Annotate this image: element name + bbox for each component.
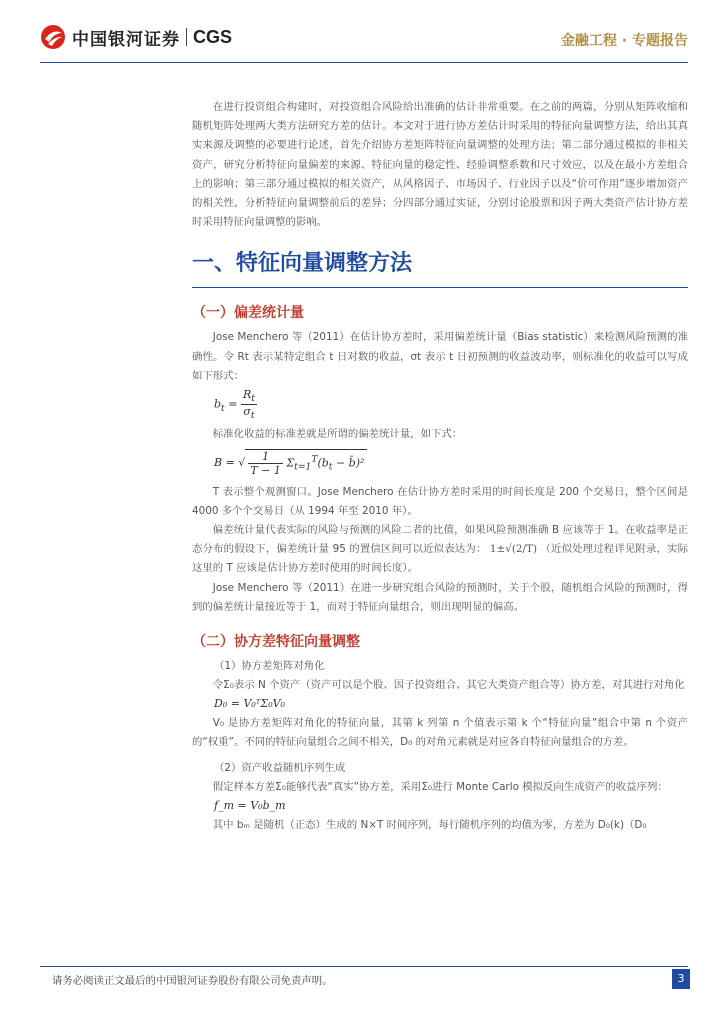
page-header [40, 24, 688, 60]
intro-paragraph: 在进行投资组合构建时，对投资组合风险给出准确的估计非常重要。在之前的两篇，分别从矩阵收缩和随机矩阵处理两大类方法研究方差的估计。本文对于进行协方差估计时采用的特征向量调整方法，给出其真实来源及调整的必要进行论述，首先介绍协方差矩阵特征向量调整的处理方法；第二部分通过模拟的非相关资产，研究分析特征向量偏差的来源、特征向量的稳定性、经验调整系数和尺寸效应，以及在最小方差组合上的影响；第三部分通过模拟的相关资产，从风格因子、市场因子、行业因子以及“价可作用”逐步增加资产的相关性，分析特征向量调整前后的差异；分四部分通过实证，分别讨论股票和因子两大类资产估计协方差时采用特征向量调整的影响。 [192, 101, 688, 229]
logo-divider [186, 28, 187, 46]
report-type: 金融工程 · 专题报告 [560, 33, 688, 49]
document-body [192, 98, 688, 835]
logo-mark-icon [40, 24, 66, 50]
step-1-title: （1）协方差矩阵对角化 [214, 660, 325, 673]
section-1-title: 一、特征向量调整方法 [192, 246, 688, 288]
bias-paragraph-4 [192, 521, 688, 579]
eigen-paragraph-4: 其中 bₘ 是随机（正态）生成的 N×T 时间序列，每行随机序列的均值为零，方差为 D₀(k)（D₀ [212, 818, 647, 831]
eigen-paragraph-1: 令Σ₀表示 N 个资产（资产可以是个股、因子投资组合、其它大类资产组合等）协方差，对其进行对角化 [212, 679, 685, 692]
logo-english-name: CGS [193, 26, 233, 47]
bias-paragraph-1: Jose Menchero 等（2011）在估计协方差时，采用偏差统计量（Bias statistic）来检测风险预测的准确性。令 Rt 表示某特定组合 t 日对数的收益，σt 表示 t 日初预测的收益波动率，则标准化的收益可以写成如下形式： [192, 331, 688, 382]
bias-paragraph-4a: 偏差统计量代表实际的风险与预测的风险二者的比值，如果风险预测准确 B 应该等于 1。在收益率是正态分布的假设下，偏差统计量 95 的置信区间可以近似表达为： [192, 524, 688, 556]
step-2-title: （2）资产收益随机序列生成 [214, 761, 346, 774]
footer-divider [40, 966, 688, 967]
formula-diagonalization: D₀ = V₀ᵀΣ₀V₀ [214, 697, 285, 711]
logo-chinese-name: 中国银河证券 [72, 29, 180, 50]
bias-paragraph-2: 标准化收益的标准差就是所谓的偏差统计量，如下式： [212, 428, 463, 441]
eigen-paragraph-3: 假定样本方差Σ₀能够代表“真实”协方差，采用Σ₀进行 Monte Carlo 模拟反向生成资产的收益序列： [212, 780, 668, 793]
company-logo [40, 24, 232, 50]
header-divider [40, 62, 688, 63]
subsection-1-title: （一）偏差统计量 [192, 305, 304, 322]
confidence-interval-formula: 1±√(2/T) [489, 543, 537, 556]
page-number: 3 [672, 969, 690, 989]
formula-simulated-returns: f_m = V₀b_m [214, 798, 286, 812]
bias-paragraph-5: Jose Menchero 等（2011）在进一步研究组合风险的预测时，关于个股，随机组合风险的预测时，得到的偏差统计量接近等于 1，而对于特征向量组合，则出现明显的偏高。 [192, 581, 688, 613]
eigen-paragraph-2: V₀ 是协方差矩阵对角化的特征向量，其第 k 列第 n 个值表示第 k 个“特征向量”组合中第 n 个资产的“权重”。不同的特征向量组合之间不相关，D₀ 的对角元素就是对应各自特征向量组合的方差。 [192, 717, 688, 749]
formula-bias-statistic: B = √ $\frac{1}{T - 1}$ $\Sigma_{t=1}^T(b_t$ − b̄)² [214, 449, 688, 477]
formula-standardized-return: $b_t$ = $\frac{R_t}{\sigma_t}$ [214, 388, 255, 422]
bias-paragraph-4b: （近似处理过程详见附录，实际这里的 T 应该是估计协方差时使用的时间长度）。 [192, 543, 689, 575]
subsection-2-title: （二）协方差特征向量调整 [192, 634, 360, 651]
footer-disclaimer: 请务必阅读正文最后的中国银河证券股份有限公司免责声明。 [52, 975, 333, 987]
bias-paragraph-3: T 表示整个观测窗口。Jose Menchero 在估计协方差时采用的时间长度是 200 个交易日，整个区间是 4000 多个个交易日（从 1994 年至 2010 年）。 [192, 485, 688, 517]
